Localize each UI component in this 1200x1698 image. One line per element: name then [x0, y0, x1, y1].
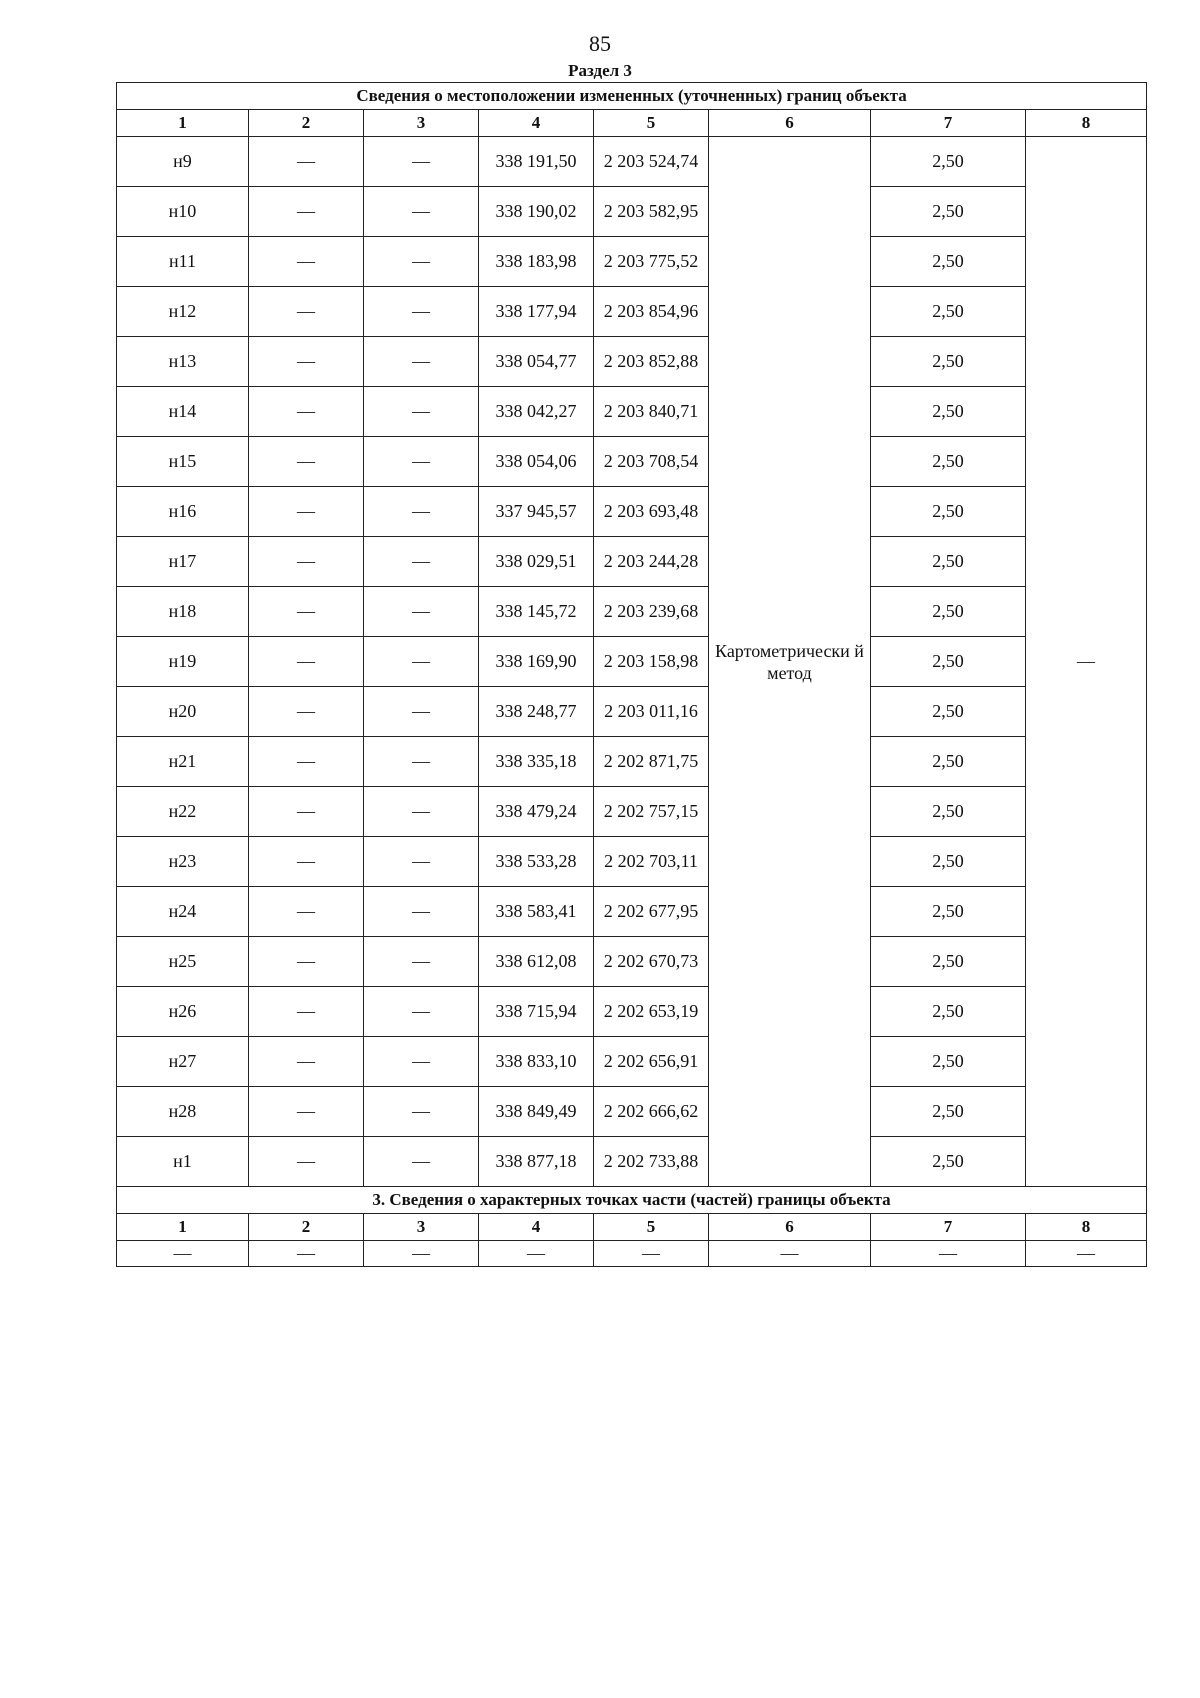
coordinate-x-cell: 338 169,90	[479, 637, 594, 687]
coordinate-y-cell: 2 202 757,15	[594, 787, 709, 837]
precision-cell: 2,50	[871, 887, 1026, 937]
coordinate-x-cell: 338 715,94	[479, 987, 594, 1037]
precision-cell: 2,50	[871, 1087, 1026, 1137]
table2-column-number: 5	[594, 1214, 709, 1241]
point-name-cell: н27	[117, 1037, 249, 1087]
precision-cell: 2,50	[871, 837, 1026, 887]
table-row	[117, 887, 1147, 937]
table-row	[117, 637, 1147, 687]
point-name-cell: н16	[117, 487, 249, 537]
precision-cell: 2,50	[871, 337, 1026, 387]
point-name-cell: н9	[117, 137, 249, 187]
table1-column-number: 5	[594, 110, 709, 137]
column3-cell: —	[364, 837, 479, 887]
table-row	[117, 437, 1147, 487]
column2-cell: —	[249, 537, 364, 587]
coordinate-y-cell: 2 202 653,19	[594, 987, 709, 1037]
point-name-cell: н25	[117, 937, 249, 987]
table2-empty-cell: —	[117, 1241, 249, 1267]
column3-cell: —	[364, 787, 479, 837]
precision-cell: 2,50	[871, 287, 1026, 337]
table2-empty-cell: —	[594, 1241, 709, 1267]
point-name-cell: н23	[117, 837, 249, 887]
table-row	[117, 587, 1147, 637]
column2-cell: —	[249, 1137, 364, 1187]
precision-cell: 2,50	[871, 137, 1026, 187]
column3-cell: —	[364, 487, 479, 537]
coordinate-x-cell: 338 145,72	[479, 587, 594, 637]
table-row	[117, 137, 1147, 187]
precision-cell: 2,50	[871, 937, 1026, 987]
coordinate-x-cell: 338 583,41	[479, 887, 594, 937]
column2-cell: —	[249, 737, 364, 787]
table1-column-number: 6	[709, 110, 871, 137]
coordinate-y-cell: 2 203 854,96	[594, 287, 709, 337]
table2-column-number: 6	[709, 1214, 871, 1241]
coordinate-x-cell: 338 029,51	[479, 537, 594, 587]
coordinate-y-cell: 2 203 239,68	[594, 587, 709, 637]
coordinate-x-cell: 338 183,98	[479, 237, 594, 287]
point-name-cell: н17	[117, 537, 249, 587]
coordinate-y-cell: 2 203 158,98	[594, 637, 709, 687]
coordinate-y-cell: 2 203 524,74	[594, 137, 709, 187]
column3-cell: —	[364, 1037, 479, 1087]
precision-cell: 2,50	[871, 687, 1026, 737]
column2-cell: —	[249, 487, 364, 537]
table2-column-number: 4	[479, 1214, 594, 1241]
column3-cell: —	[364, 537, 479, 587]
column2-cell: —	[249, 137, 364, 187]
column2-cell: —	[249, 1037, 364, 1087]
table2-empty-row	[117, 1241, 1147, 1267]
table2-column-number: 1	[117, 1214, 249, 1241]
page-number: 85	[589, 31, 611, 56]
column3-cell: —	[364, 937, 479, 987]
column2-cell: —	[249, 687, 364, 737]
table1-caption: Сведения о местоположении измененных (уточненных) границ объекта	[117, 83, 1147, 110]
table-row	[117, 387, 1147, 437]
precision-cell: 2,50	[871, 737, 1026, 787]
column3-cell: —	[364, 637, 479, 687]
point-name-cell: н1	[117, 1137, 249, 1187]
coordinate-y-cell: 2 203 775,52	[594, 237, 709, 287]
precision-cell: 2,50	[871, 437, 1026, 487]
column2-cell: —	[249, 337, 364, 387]
coordinate-y-cell: 2 203 693,48	[594, 487, 709, 537]
coordinate-y-cell: 2 202 656,91	[594, 1037, 709, 1087]
coordinate-x-cell: 338 177,94	[479, 287, 594, 337]
column3-cell: —	[364, 687, 479, 737]
column3-cell: —	[364, 387, 479, 437]
column2-cell: —	[249, 987, 364, 1037]
coordinate-x-cell: 338 612,08	[479, 937, 594, 987]
table-row	[117, 287, 1147, 337]
point-name-cell: н21	[117, 737, 249, 787]
table-row	[117, 1137, 1147, 1187]
coordinate-y-cell: 2 202 670,73	[594, 937, 709, 987]
table-row	[117, 237, 1147, 287]
coordinate-x-cell: 338 833,10	[479, 1037, 594, 1087]
coordinate-x-cell: 338 533,28	[479, 837, 594, 887]
table-row	[117, 187, 1147, 237]
table-row	[117, 837, 1147, 887]
column2-cell: —	[249, 437, 364, 487]
table-row	[117, 737, 1147, 787]
precision-cell: 2,50	[871, 187, 1026, 237]
table-row	[117, 937, 1147, 987]
table2-empty-cell: —	[709, 1241, 871, 1267]
table2-column-number: 2	[249, 1214, 364, 1241]
coordinate-x-cell: 338 054,77	[479, 337, 594, 387]
table2-caption-row	[117, 1187, 1147, 1214]
point-name-cell: н11	[117, 237, 249, 287]
table-row	[117, 987, 1147, 1037]
coordinate-y-cell: 2 202 666,62	[594, 1087, 709, 1137]
column8-cell: —	[1026, 137, 1147, 1187]
coordinates-table	[116, 82, 1147, 1267]
column2-cell: —	[249, 187, 364, 237]
coordinate-x-cell: 337 945,57	[479, 487, 594, 537]
precision-cell: 2,50	[871, 987, 1026, 1037]
column3-cell: —	[364, 187, 479, 237]
table-row	[117, 687, 1147, 737]
precision-cell: 2,50	[871, 237, 1026, 287]
table2-column-number: 8	[1026, 1214, 1147, 1241]
column2-cell: —	[249, 837, 364, 887]
column3-cell: —	[364, 237, 479, 287]
coordinate-x-cell: 338 335,18	[479, 737, 594, 787]
column2-cell: —	[249, 287, 364, 337]
point-name-cell: н22	[117, 787, 249, 837]
table1-caption-row	[117, 83, 1147, 110]
coordinate-x-cell: 338 248,77	[479, 687, 594, 737]
point-name-cell: н15	[117, 437, 249, 487]
column3-cell: —	[364, 437, 479, 487]
point-name-cell: н19	[117, 637, 249, 687]
table2-empty-cell: —	[479, 1241, 594, 1267]
column2-cell: —	[249, 1087, 364, 1137]
coordinate-y-cell: 2 203 011,16	[594, 687, 709, 737]
table2-column-number: 7	[871, 1214, 1026, 1241]
coordinate-x-cell: 338 479,24	[479, 787, 594, 837]
column3-cell: —	[364, 1137, 479, 1187]
table-row	[117, 487, 1147, 537]
coordinate-x-cell: 338 877,18	[479, 1137, 594, 1187]
coordinate-x-cell: 338 849,49	[479, 1087, 594, 1137]
precision-cell: 2,50	[871, 1037, 1026, 1087]
table-row	[117, 787, 1147, 837]
point-name-cell: н13	[117, 337, 249, 387]
table-row	[117, 537, 1147, 587]
table2-column-number: 3	[364, 1214, 479, 1241]
table1-column-number: 8	[1026, 110, 1147, 137]
table1-column-number: 2	[249, 110, 364, 137]
column2-cell: —	[249, 937, 364, 987]
column2-cell: —	[249, 637, 364, 687]
precision-cell: 2,50	[871, 387, 1026, 437]
table-row	[117, 1037, 1147, 1087]
coordinate-y-cell: 2 203 708,54	[594, 437, 709, 487]
table1-column-number: 7	[871, 110, 1026, 137]
column2-cell: —	[249, 387, 364, 437]
point-name-cell: н26	[117, 987, 249, 1037]
column2-cell: —	[249, 787, 364, 837]
coordinate-y-cell: 2 202 733,88	[594, 1137, 709, 1187]
column3-cell: —	[364, 987, 479, 1037]
table2-column-numbers-row	[117, 1214, 1147, 1241]
column3-cell: —	[364, 587, 479, 637]
coordinate-x-cell: 338 190,02	[479, 187, 594, 237]
table2-caption: 3. Сведения о характерных точках части (частей) границы объекта	[117, 1187, 1147, 1214]
point-name-cell: н24	[117, 887, 249, 937]
point-name-cell: н28	[117, 1087, 249, 1137]
column3-cell: —	[364, 1087, 479, 1137]
coordinate-y-cell: 2 203 244,28	[594, 537, 709, 587]
coordinate-y-cell: 2 203 840,71	[594, 387, 709, 437]
column3-cell: —	[364, 337, 479, 387]
coordinate-y-cell: 2 202 703,11	[594, 837, 709, 887]
table1-column-number: 3	[364, 110, 479, 137]
point-name-cell: н20	[117, 687, 249, 737]
table-row	[117, 337, 1147, 387]
precision-cell: 2,50	[871, 1137, 1026, 1187]
table1-column-numbers-row	[117, 110, 1147, 137]
coordinate-y-cell: 2 203 852,88	[594, 337, 709, 387]
coordinate-y-cell: 2 203 582,95	[594, 187, 709, 237]
column3-cell: —	[364, 287, 479, 337]
table2-empty-cell: —	[1026, 1241, 1147, 1267]
precision-cell: 2,50	[871, 637, 1026, 687]
coordinate-y-cell: 2 202 677,95	[594, 887, 709, 937]
column3-cell: —	[364, 137, 479, 187]
coordinate-x-cell: 338 054,06	[479, 437, 594, 487]
table2-empty-cell: —	[364, 1241, 479, 1267]
precision-cell: 2,50	[871, 537, 1026, 587]
column3-cell: —	[364, 737, 479, 787]
column3-cell: —	[364, 887, 479, 937]
point-name-cell: н18	[117, 587, 249, 637]
table2-empty-cell: —	[249, 1241, 364, 1267]
section-title: Раздел 3	[568, 61, 632, 80]
table-row	[117, 1087, 1147, 1137]
coordinate-x-cell: 338 042,27	[479, 387, 594, 437]
column2-cell: —	[249, 887, 364, 937]
table1-column-number: 1	[117, 110, 249, 137]
column2-cell: —	[249, 237, 364, 287]
column2-cell: —	[249, 587, 364, 637]
method-cell: Картометрически й метод	[709, 137, 871, 1187]
point-name-cell: н14	[117, 387, 249, 437]
point-name-cell: н12	[117, 287, 249, 337]
coordinate-y-cell: 2 202 871,75	[594, 737, 709, 787]
precision-cell: 2,50	[871, 487, 1026, 537]
precision-cell: 2,50	[871, 787, 1026, 837]
table2-empty-cell: —	[871, 1241, 1026, 1267]
table1-column-number: 4	[479, 110, 594, 137]
precision-cell: 2,50	[871, 587, 1026, 637]
coordinate-x-cell: 338 191,50	[479, 137, 594, 187]
point-name-cell: н10	[117, 187, 249, 237]
